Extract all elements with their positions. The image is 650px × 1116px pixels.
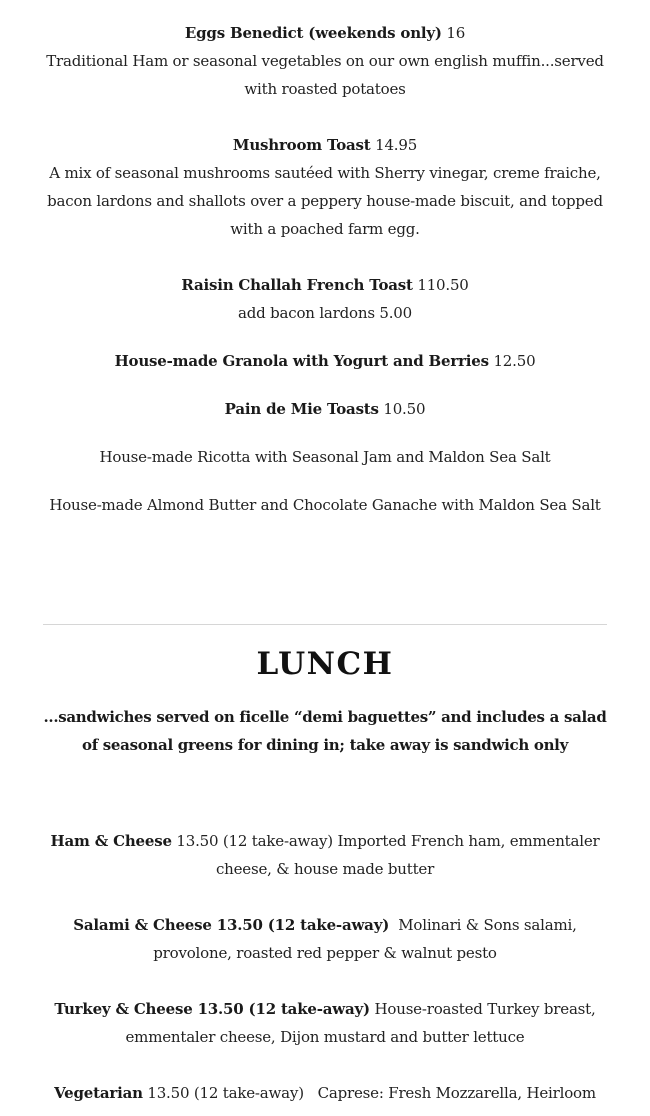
item-name: Vegetarian [54,1084,143,1102]
item-price: 16 [446,24,466,42]
menu-item-turkey-cheese [42,995,608,1051]
item-price: 12.50 [493,352,536,370]
menu-item-ham-cheese [42,827,608,883]
menu-item-eggs-benedict [42,19,608,103]
menu-item-salami-cheese [42,911,608,967]
item-description: Molinari & Sons salami, provolone, roasted red pepper & walnut pesto [153,916,577,962]
item-name: Eggs Benedict (weekends only) [184,24,442,42]
section-divider [43,624,607,625]
item-price: 13.50 (12 take-away) [176,832,333,850]
toast-option-almond-butter [42,491,608,519]
item-price: 14.95 [375,136,418,154]
menu-item-pain-de-mie [42,395,608,423]
menu-item-granola [42,347,608,375]
toast-option-ricotta [42,443,608,471]
item-description: House-roasted Turkey breast, emmentaler cheese, Dijon mustard and butter lettuce [125,1000,596,1046]
menu-item-mushroom-toast [42,131,608,243]
item-name: Salami & Cheese 13.50 (12 take-away) [73,916,390,934]
item-description: A mix of seasonal mushrooms sautéed with Sherry vinegar, creme fraiche, bacon lardons and shallots over a peppery house-made biscuit, and topped with a poached farm egg. [47,164,603,238]
item-price: 13.50 (12 take-away) [147,1084,304,1102]
item-name: House-made Granola with Yogurt and Berries [114,352,489,370]
item-price: 110.50 [417,276,469,294]
menu-item-vegetarian [42,1079,608,1107]
menu-item-french-toast [42,271,608,327]
item-description: Caprese: Fresh Mozzarella, Heirloom [317,1084,596,1102]
item-name: Raisin Challah French Toast [181,276,413,294]
item-name: Ham & Cheese [50,832,172,850]
lunch-section-title: LUNCH [256,646,394,682]
item-name: Mushroom Toast [232,136,371,154]
item-addon: add bacon lardons 5.00 [238,304,412,322]
item-description: Traditional Ham or seasonal vegetables on our own english muffin...served with roasted potatoes [46,52,604,98]
lunch-intro: ...sandwiches served on ficelle “demi baguettes” and includes a salad of seasonal greens for dining in; take away is sandwich only [43,708,607,754]
option-text: House-made Ricotta with Seasonal Jam and Maldon Sea Salt [99,448,551,466]
option-text: House-made Almond Butter and Chocolate Ganache with Maldon Sea Salt [49,496,601,514]
item-name: Pain de Mie Toasts [224,400,379,418]
item-description: Imported French ham, emmentaler cheese, & house made butter [215,832,600,878]
item-price: 10.50 [383,400,426,418]
item-name: Turkey & Cheese 13.50 (12 take-away) [54,1000,370,1018]
